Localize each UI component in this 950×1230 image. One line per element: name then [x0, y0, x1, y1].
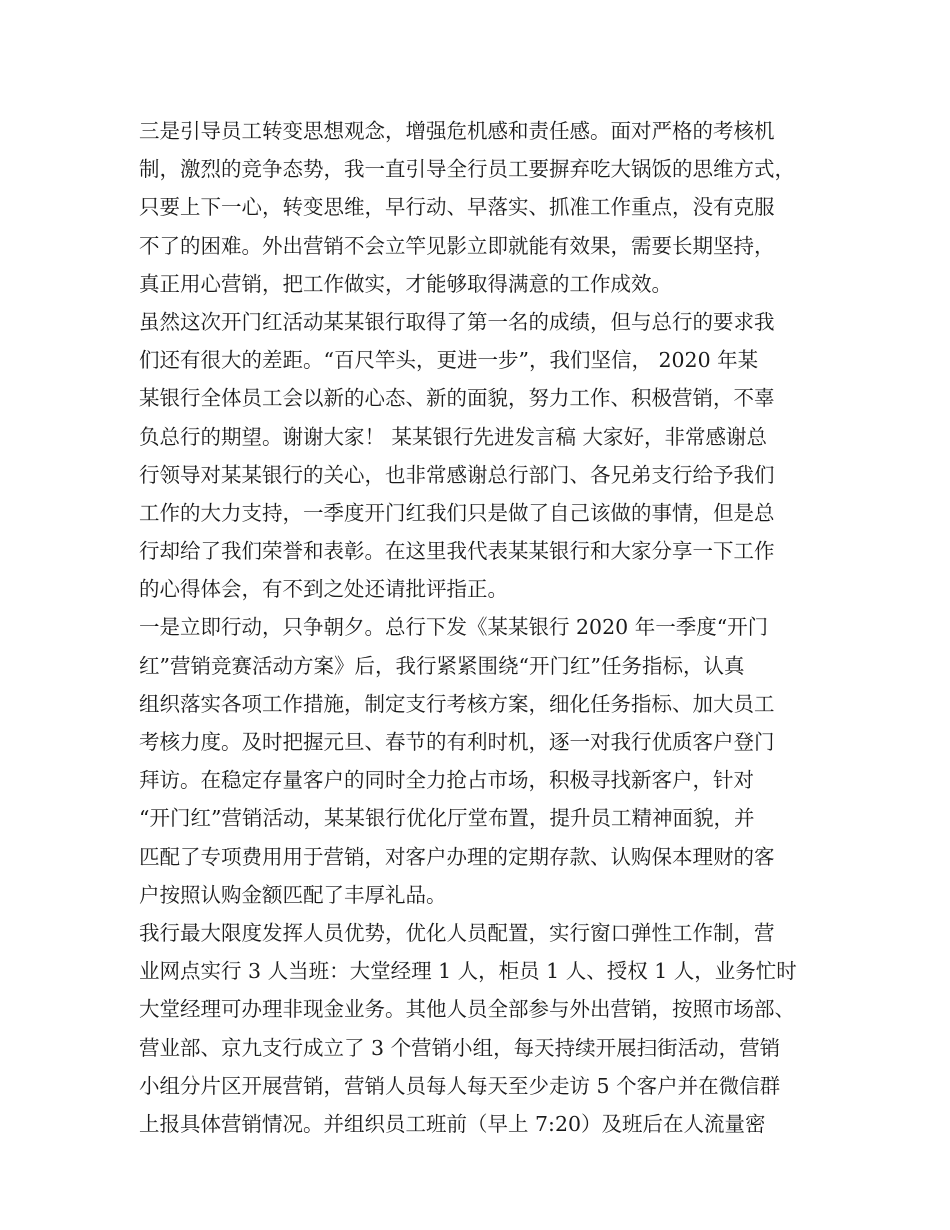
text-line: 拜访。在稳定存量客户的同时全力抢占市场，积极寻找新客户，针对 [139, 768, 754, 793]
text-line: 上报具体营销情况。并组织员工班前（早上 7:20）及班后在人流量密 [139, 1111, 766, 1136]
text-line: 的心得体会，有不到之处还请批评指正。 [139, 577, 508, 602]
text-line: 真正用心营销，把工作做实，才能够取得满意的工作成效。 [139, 271, 672, 296]
text-line: 红”营销竞赛活动方案》后，我行紧紧围绕“开门红”任务指标，认真 [139, 653, 745, 678]
text-line: 负总行的期望。谢谢大家！ 某某银行先进发言稿 大家好，非常感谢总 [139, 424, 768, 449]
text-line: 虽然这次开门红活动某某银行取得了第一名的成绩，但与总行的要求我 [139, 309, 775, 334]
text-line: 只要上下一心，转变思维，早行动、早落实、抓准工作重点，没有克服 [139, 195, 775, 220]
text-line: 户按照认购金额匹配了丰厚礼品。 [139, 882, 447, 907]
text-line: 某银行全体员工会以新的心态、新的面貌，努力工作、积极营销，不辜 [139, 386, 775, 411]
text-line: 制，激烈的竞争态势，我一直引导全行员工要摒弃吃大锅饭的思维方式， [139, 157, 795, 182]
text-line: 行领导对某某银行的关心，也非常感谢总行部门、各兄弟支行给予我们 [139, 462, 775, 487]
text-line: 一是立即行动，只争朝夕。总行下发《某某银行 2020 年一季度“开门 [139, 615, 769, 640]
text-line: 业网点实行 3 人当班：大堂经理 1 人，柜员 1 人、授权 1 人，业务忙时 [139, 959, 797, 984]
text-line: 们还有很大的差距。“百尺竿头，更进一步”，我们坚信， 2020 年某 [139, 348, 759, 373]
text-line: 我行最大限度发挥人员优势，优化人员配置，实行窗口弹性工作制，营 [139, 920, 775, 945]
text-line: 匹配了专项费用用于营销，对客户办理的定期存款、认购保本理财的客 [139, 844, 775, 869]
text-line: 三是引导员工转变思想观念，增强危机感和责任感。面对严格的考核机 [139, 119, 775, 143]
text-line: 小组分片区开展营销，营销人员每人每天至少走访 5 个客户并在微信群 [139, 1073, 781, 1098]
text-line: 营业部、京九支行成立了 3 个营销小组，每天持续开展扫街活动，营销 [139, 1035, 781, 1060]
text-line: 大堂经理可办理非现金业务。其他人员全部参与外出营销，按照市场部、 [139, 997, 795, 1022]
text-line: 行却给了我们荣誉和表彰。在这里我代表某某银行和大家分享一下工作 [139, 539, 775, 564]
text-line: 不了的困难。外出营销不会立竿见影立即就能有效果，需要长期坚持， [139, 233, 775, 258]
text-line: 组织落实各项工作措施，制定支行考核方案，细化任务指标、加大员工 [139, 691, 775, 716]
text-line: “开门红”营销活动，某某银行优化厅堂布置，提升员工精神面貌，并 [139, 806, 755, 831]
document-body [139, 112, 829, 1143]
text-line: 工作的大力支持，一季度开门红我们只是做了自己该做的事情，但是总 [139, 500, 775, 525]
text-line: 考核力度。及时把握元旦、春节的有利时机，逐一对我行优质客户登门 [139, 730, 775, 754]
